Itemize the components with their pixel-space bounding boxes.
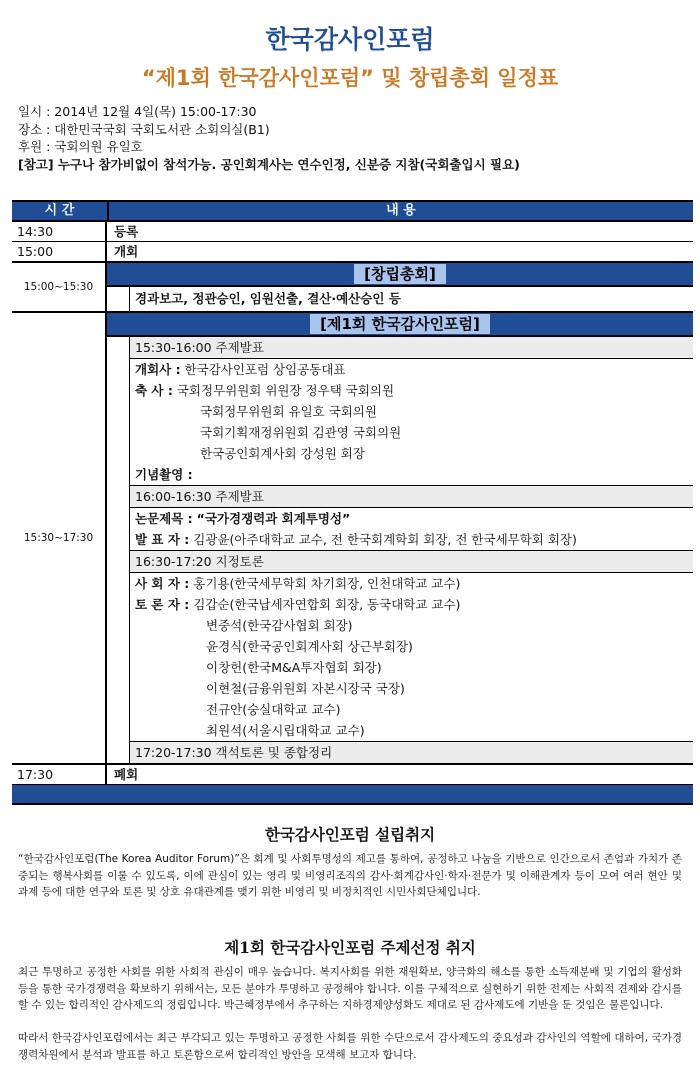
speaker-value: 국회기획재정위원회 김관영 국회의원 — [200, 425, 402, 440]
presenter-label: 발 표 자 : — [135, 532, 190, 547]
speaker-value: 한국감사인포럼 상임공동대표 — [184, 362, 346, 377]
row-content: 등록 — [114, 224, 139, 239]
session-header: 15:30-16:00 주제발표 — [130, 337, 693, 359]
theme-text-2: 따라서 한국감사인포럼에서는 최근 부각되고 있는 투명하고 공정한 사회를 위한 수단으로서 감사제도의 중요성과 감사인의 역할에 대하여, 국가경쟁력차원에서 분석과 발표를 하고 토론함으로써 합리적인 방안을 모색해 보고자 합니다. — [18, 1032, 682, 1061]
section-band-label: [제1회 한국감사인포럼] — [309, 313, 491, 335]
schedule-row-forum — [12, 313, 693, 765]
speaker-value: 한국공인회계사회 강성원 회장 — [200, 446, 365, 461]
panelist: 이창헌(한국M&A투자협회 회장) — [206, 660, 382, 675]
event-date: 일시 : 2014년 12월 4일(목) 15:00-17:30 — [18, 104, 257, 119]
event-sponsor: 후원 : 국회의원 유일호 — [18, 139, 143, 154]
row-time: 17:30 — [12, 765, 107, 784]
panelist: 변중석(한국감사협회 회장) — [206, 618, 353, 633]
paper-label: 논문제목 : — [135, 511, 193, 526]
session-header: 17:20-17:30 객석토론 및 종합정리 — [130, 741, 693, 763]
row-content: 개회 — [114, 244, 139, 259]
speaker-label: 개회사 : — [135, 362, 181, 377]
speaker-label: 축 사 : — [135, 383, 173, 398]
event-info — [18, 103, 520, 173]
panelist: 최원석(서울시립대학교 교수) — [206, 723, 365, 738]
presenter-value: 김광윤(아주대학교 교수, 전 한국회계학회 회장, 전 한국세무학회 회장) — [193, 532, 577, 547]
section-band-label: [창립총회] — [353, 263, 447, 285]
speaker-line — [130, 359, 693, 380]
event-venue: 장소 : 대한민국국회 국회도서관 소회의실(B1) — [18, 121, 270, 137]
row-time: 15:00~15:30 — [12, 263, 107, 311]
speaker-line — [130, 380, 693, 401]
row-time: 15:00 — [12, 242, 107, 261]
page-subtitle: “제1회 한국감사인포럼” 및 창립총회 일정표 — [141, 66, 559, 90]
row-time: 15:30~17:30 — [12, 313, 107, 763]
paper-title: “국가경쟁력과 회계투명성” — [196, 511, 351, 526]
table-footer-bar — [12, 785, 693, 805]
theme-text-1: 최근 투명하고 공정한 사회를 위한 사회적 관심이 매우 높습니다. 복지사회를 위한 재원확보, 양극화의 해소를 통한 소득재분배 및 기업의 활성화 등을 통한 국가경쟁력을 확보하기 위해서는, 모든 분야가 투명하고 공정해야 합니다. 이를 구체적으로 실현하기 위한 전제는 사회적 견제와 감시를 할 수 있는 합리적인 감사제도의 정립입니다. 박근혜정부에서 추구하는 지하경제양성화도 제대로 된 감사제도에 기반을 둔 것임은 물론입니다. — [18, 966, 682, 1011]
theme-title: 제1회 한국감사인포럼 주제선정 취지 — [224, 938, 476, 957]
purpose-title: 한국감사인포럼 설립취지 — [264, 825, 436, 844]
panelist: 윤경식(한국공인회계사회 상근부회장) — [206, 639, 413, 654]
schedule-row-closing — [12, 765, 693, 785]
presenter-line — [130, 529, 693, 550]
schedule-row-opening — [12, 242, 693, 263]
schedule-table — [12, 200, 693, 805]
event-note: [참고] 누구나 참가비없이 참석가능. 공인회계사는 연수인정, 신분증 지참(국회출입시 필요) — [18, 156, 520, 172]
schedule-row-registration — [12, 222, 693, 242]
agenda-item: 경과보고, 정관승인, 임원선출, 결산·예산승인 등 — [135, 291, 401, 306]
moderator-value: 홍기용(한국세무학회 차기회장, 인천대학교 교수) — [193, 576, 461, 591]
photo-line: 기념촬영 : — [135, 467, 193, 482]
session-header: 16:30-17:20 지정토론 — [130, 550, 693, 573]
row-time: 14:30 — [12, 222, 107, 241]
section-band — [107, 263, 693, 287]
row-content: 폐회 — [114, 767, 139, 782]
panelist: 전규안(숭실대학교 교수) — [206, 702, 341, 717]
schedule-row-general-meeting — [12, 263, 693, 313]
schedule-header — [12, 200, 693, 222]
page-title: 한국감사인포럼 — [265, 25, 435, 54]
paper-line — [130, 508, 693, 529]
purpose-text: “한국감사인포럼(The Korea Auditor Forum)”은 회계 및 사회투명성의 제고를 통하여, 공정하고 나눔을 기반으로 인간으로서 존엄과 가치가 존중되는 행복사회를 이룰 수 있도록, 이에 관심이 있는 영리 및 비영리조직의 감사·회계감사인·학자·전문가 및 이해관계자 등이 모여 여러 현안 및 과제 등에 대한 연구와 토론 및 상호 유대관계를 맺기 위한 비영리 및 비정치적인 시민사회단체입니다. — [18, 853, 682, 898]
speaker-value: 국회정무위원회 위원장 정우택 국회의원 — [176, 383, 395, 398]
moderator-label: 사 회 자 : — [135, 576, 190, 591]
speaker-value: 국회정무위원회 유일호 국회의원 — [200, 404, 377, 419]
panel-label: 토 론 자 : — [135, 597, 190, 612]
moderator-line — [130, 573, 693, 594]
panel-line — [130, 594, 693, 615]
session-header: 16:00-16:30 주제발표 — [130, 485, 693, 508]
col-content-header: 내 용 — [386, 203, 416, 218]
panelist: 이현철(금융위원회 자본시장국 국장) — [206, 681, 405, 696]
section-band — [107, 313, 693, 337]
panelist: 김갑순(한국납세자연합회 회장, 동국대학교 교수) — [193, 597, 461, 612]
col-time-header: 시 간 — [12, 202, 109, 220]
